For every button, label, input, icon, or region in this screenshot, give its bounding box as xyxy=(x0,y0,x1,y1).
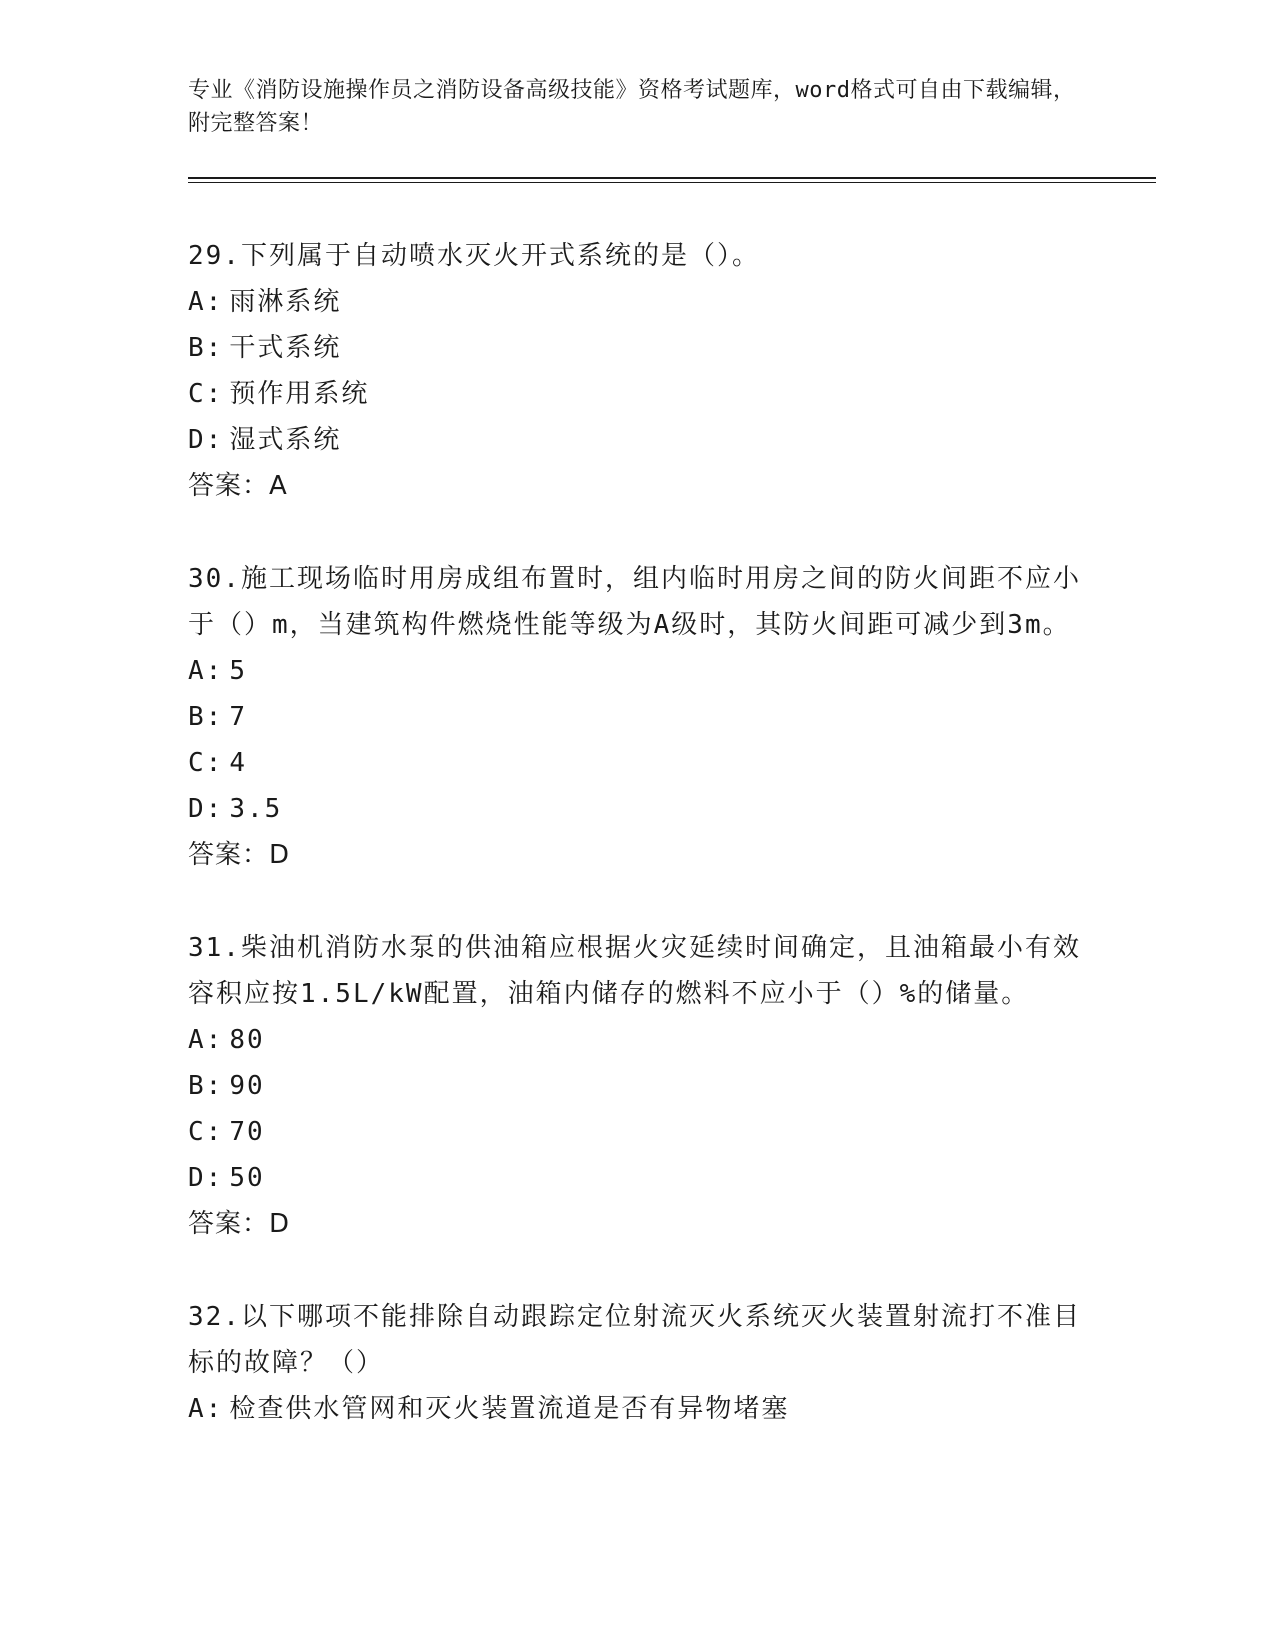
option-text: 雨淋系统 xyxy=(229,287,342,317)
question-30 xyxy=(188,556,1088,878)
option-d: D: 湿式系统 xyxy=(188,425,342,455)
option-label: A xyxy=(188,1394,206,1424)
option-c: C: 70 xyxy=(188,1117,265,1147)
question-stem: 30.施工现场临时用房成组布置时，组内临时用房之间的防火间距不应小于（）m，当建筑构件燃烧性能等级为A级时，其防火间距可减少到3m。 xyxy=(188,564,1081,640)
document-header: 专业《消防设施操作员之消防设备高级技能》资格考试题库，word格式可自由下载编辑，附完整答案！ xyxy=(188,78,1076,136)
question-32 xyxy=(188,1294,1088,1432)
option-text: 湿式系统 xyxy=(229,425,342,455)
option-label: C xyxy=(188,748,206,778)
option-b: B: 90 xyxy=(188,1071,265,1101)
option-text: 7 xyxy=(229,702,247,732)
option-label: A xyxy=(188,1025,206,1055)
option-label: D xyxy=(188,425,206,455)
question-29 xyxy=(188,233,1088,509)
option-label: A xyxy=(188,656,206,686)
option-a: A: 检查供水管网和灭火装置流道是否有异物堵塞 xyxy=(188,1394,790,1424)
option-label: B xyxy=(188,702,206,732)
header-rule-thick xyxy=(188,177,1156,179)
option-text: 70 xyxy=(229,1117,265,1147)
option-label: A xyxy=(188,287,206,317)
option-b: B: 干式系统 xyxy=(188,333,342,363)
option-text: 80 xyxy=(229,1025,265,1055)
option-text: 4 xyxy=(229,748,247,778)
option-text: 5 xyxy=(229,656,247,686)
question-stem: 32.以下哪项不能排除自动跟踪定位射流灭火系统灭火装置射流打不准目标的故障？（） xyxy=(188,1302,1081,1378)
option-label: C xyxy=(188,379,206,409)
answer-line: 答案：D xyxy=(188,840,291,870)
option-a: A: 80 xyxy=(188,1025,265,1055)
option-d: D: 50 xyxy=(188,1163,265,1193)
option-text: 90 xyxy=(229,1071,265,1101)
option-d: D: 3.5 xyxy=(188,794,283,824)
option-text: 预作用系统 xyxy=(229,379,370,409)
answer-line: 答案：D xyxy=(188,1209,291,1239)
option-text: 3.5 xyxy=(229,794,283,824)
question-31 xyxy=(188,925,1088,1247)
option-text: 50 xyxy=(229,1163,265,1193)
option-a: A: 雨淋系统 xyxy=(188,287,342,317)
header-rule-thin xyxy=(188,182,1156,183)
option-label: B xyxy=(188,1071,206,1101)
question-stem: 31.柴油机消防水泵的供油箱应根据火灾延续时间确定，且油箱最小有效容积应按1.5L/kW配置，油箱内储存的燃料不应小于（）%的储量。 xyxy=(188,933,1081,1009)
option-text: 干式系统 xyxy=(229,333,342,363)
option-c: C: 4 xyxy=(188,748,247,778)
option-a: A: 5 xyxy=(188,656,247,686)
question-list xyxy=(188,233,1088,1479)
option-label: C xyxy=(188,1117,206,1147)
option-text: 检查供水管网和灭火装置流道是否有异物堵塞 xyxy=(229,1394,790,1424)
option-label: D xyxy=(188,1163,206,1193)
option-c: C: 预作用系统 xyxy=(188,379,370,409)
question-stem: 29.下列属于自动喷水灭火开式系统的是（）。 xyxy=(188,241,760,271)
answer-line: 答案：A xyxy=(188,471,288,501)
option-b: B: 7 xyxy=(188,702,247,732)
option-label: D xyxy=(188,794,206,824)
option-label: B xyxy=(188,333,206,363)
